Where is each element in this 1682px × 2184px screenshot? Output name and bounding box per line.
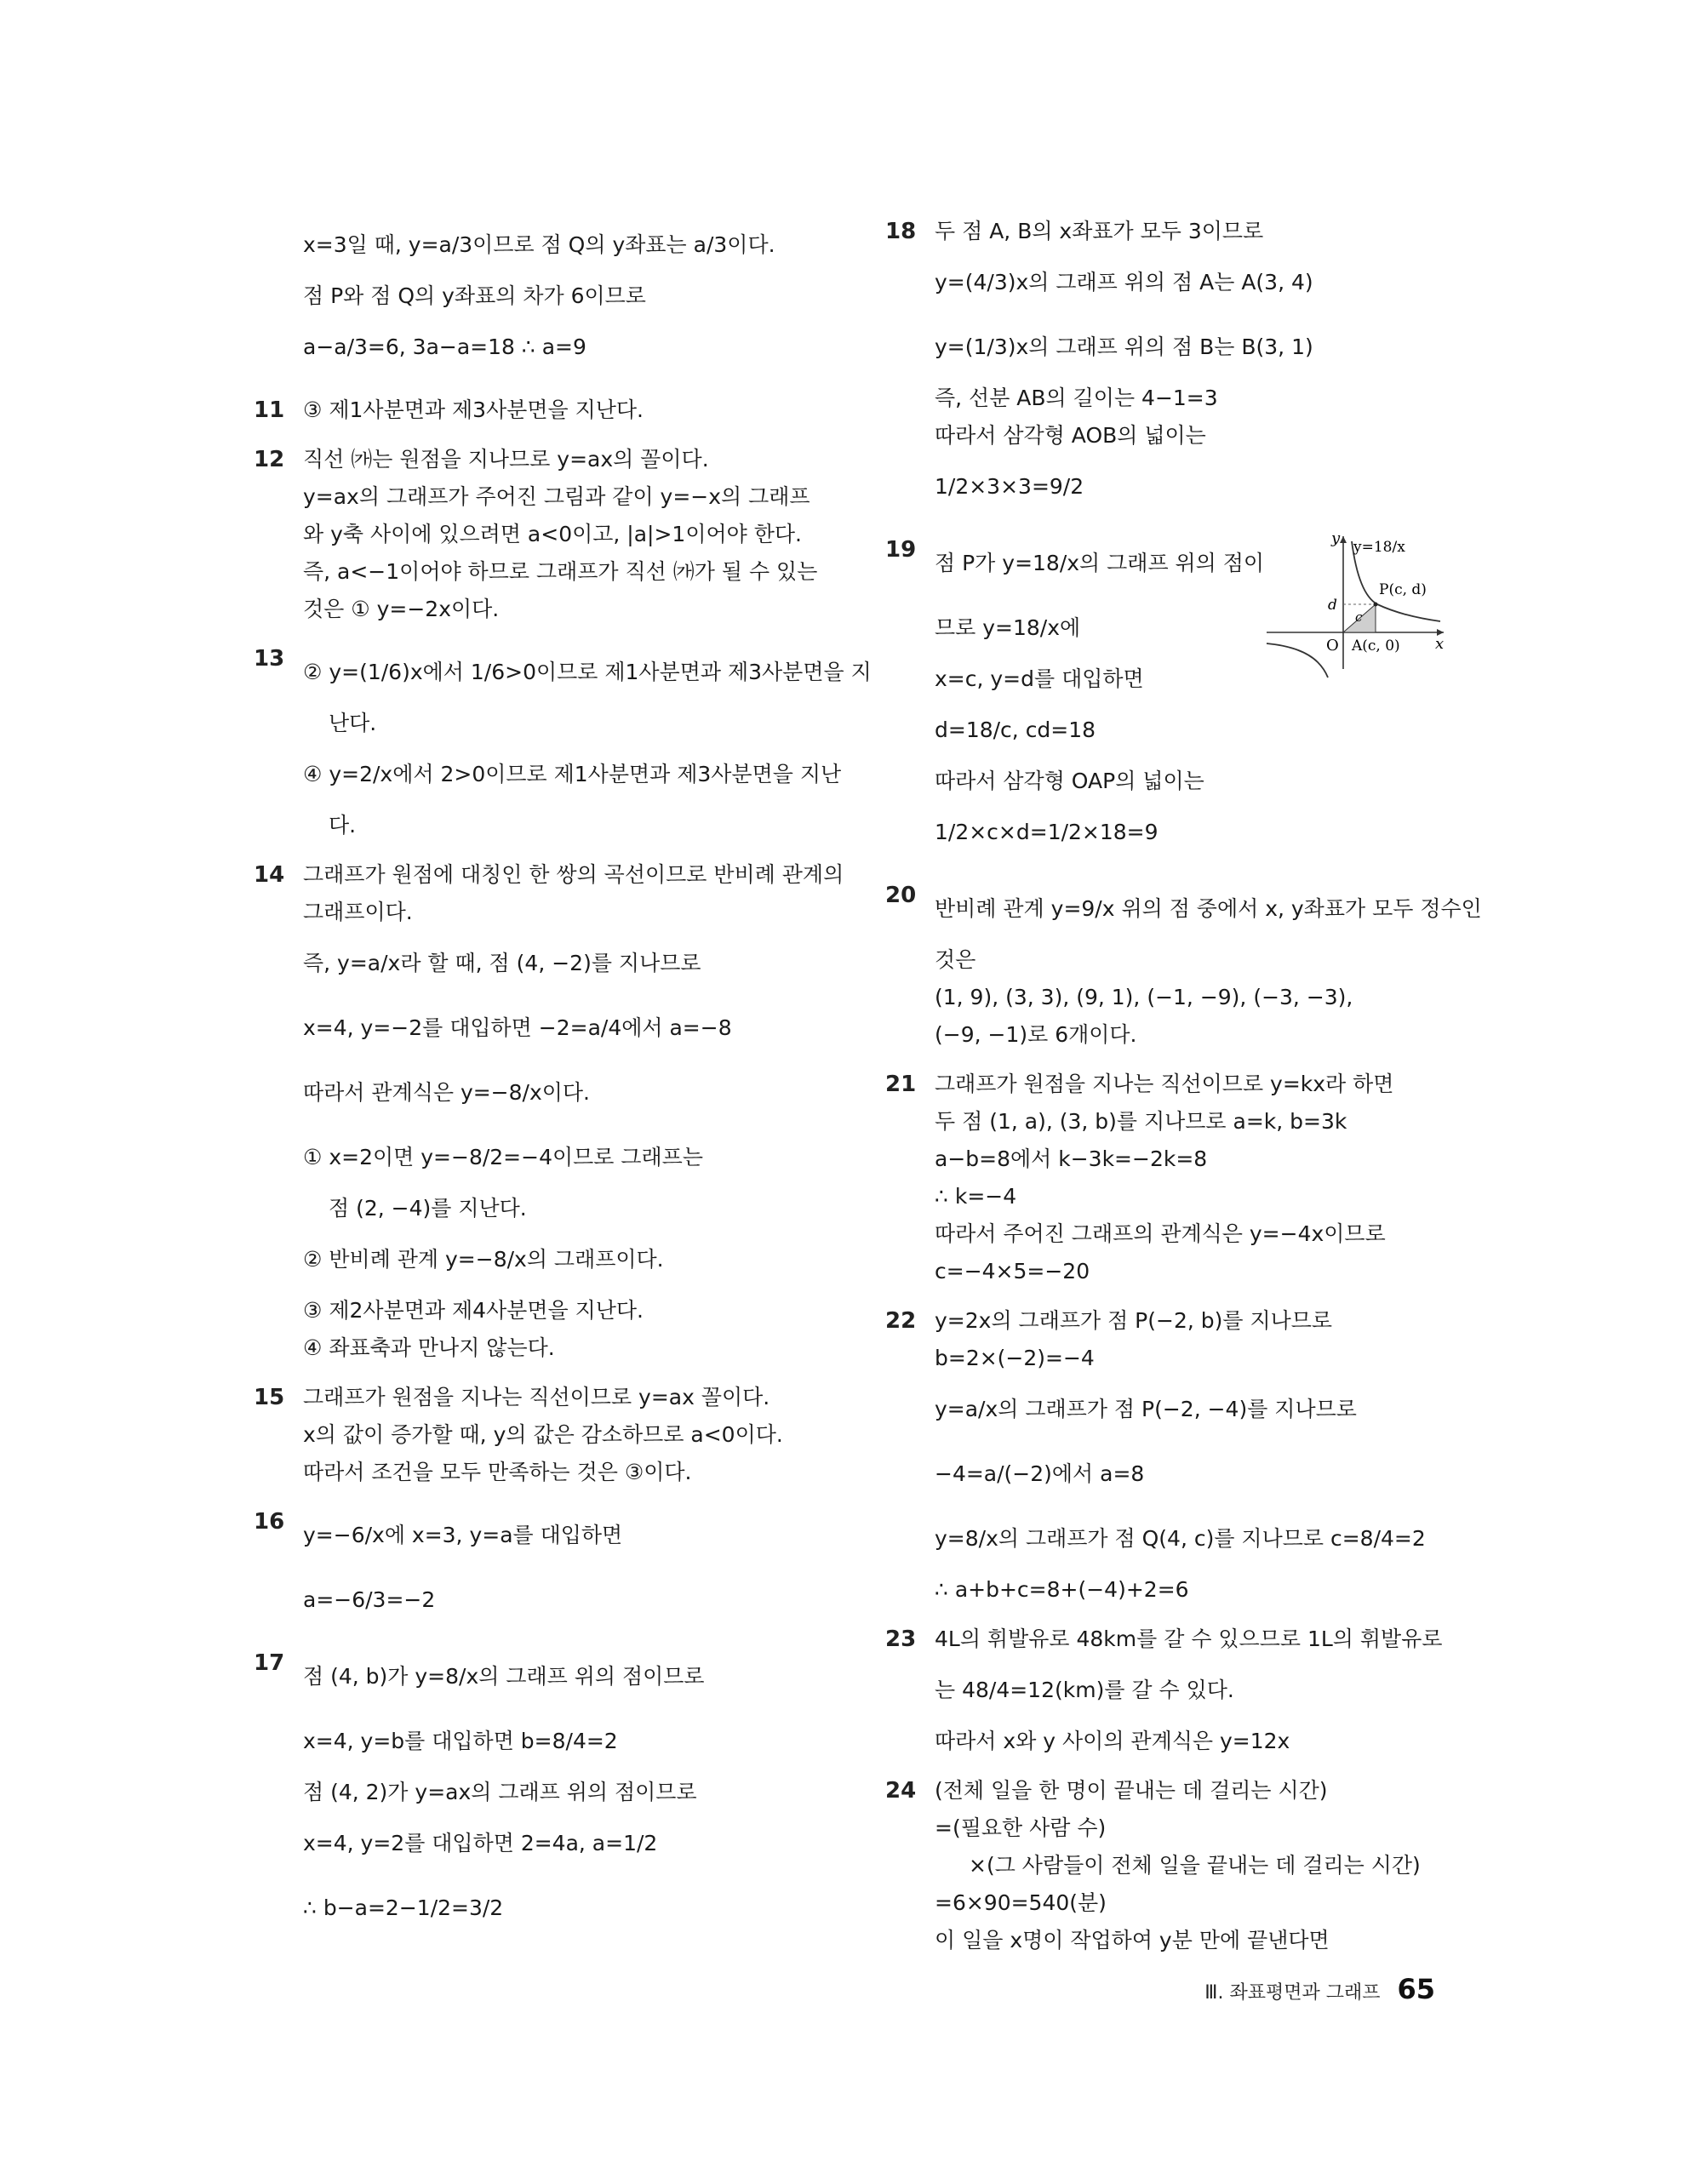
problem-number: 18 [885, 219, 917, 244]
origin-label: O [1326, 637, 1339, 655]
x-axis-label: x [1435, 635, 1445, 653]
solution-line: ③ 제1사분면과 제3사분면을 지난다. [303, 397, 644, 422]
solution-item [885, 213, 1473, 519]
solution-line: 그래프가 원점을 지나는 직선이므로 y=kx라 하면 [935, 1072, 1394, 1096]
solution-item [254, 213, 832, 380]
solution-line: 와 y축 사이에 있으려면 a<0이고, |a|>1이어야 한다. [303, 522, 802, 546]
problem-number: 21 [885, 1072, 917, 1097]
solution-item [885, 1066, 1473, 1290]
solution-line: ∴ a+b+c=8+(−4)+2=6 [935, 1577, 1189, 1602]
solution-line: 그래프이다. [303, 900, 413, 924]
page-footer [1204, 1973, 1435, 2005]
solution-line: ∴ k=−4 [935, 1184, 1017, 1209]
solution-line: y=ax의 그래프가 주어진 그림과 같이 y=−x의 그래프 [303, 484, 810, 509]
solution-line: 는 48/4=12(km)를 갈 수 있다. [935, 1678, 1234, 1702]
solution-line: 점 (4, b)가 y=8/x의 그래프 위의 점이므로 [303, 1664, 705, 1689]
solution-line: 것은 ① y=−2x이다. [303, 597, 500, 621]
solution-line: 즉, a<−1이어야 하므로 그래프가 직선 ㈎가 될 수 있는 [303, 559, 818, 584]
solution-line: 1/2×c×d=1/2×18=9 [935, 820, 1159, 844]
solution-line: 점 P가 y=18/x의 그래프 위의 점이 [935, 551, 1265, 575]
problem-number: 20 [885, 883, 917, 908]
solution-item [885, 1621, 1473, 1760]
solution-line: 4L의 휘발유로 48km를 갈 수 있으므로 1L의 휘발유로 [935, 1627, 1443, 1651]
solution-line: (−9, −1)로 6개이다. [935, 1022, 1137, 1047]
solution-item [254, 392, 832, 429]
solution-line: =(필요한 사람 수) [935, 1815, 1107, 1840]
solution-line: x의 값이 증가할 때, y의 값은 감소하므로 a<0이다. [303, 1422, 783, 1447]
solution-line: 직선 ㈎는 원점을 지나므로 y=ax의 꼴이다. [303, 447, 709, 472]
solution-line: −4=a/(−2)에서 a=8 [935, 1461, 1145, 1486]
solution-line: ∴ b−a=2−1/2=3/2 [303, 1895, 504, 1920]
solution-line: y=8/x의 그래프가 점 Q(4, c)를 지나므로 c=8/4=2 [935, 1526, 1426, 1551]
problem-number: 24 [885, 1778, 917, 1804]
solution-line: 이 일을 x명이 작업하여 y분 만에 끝낸다면 [935, 1928, 1330, 1952]
solution-line: 1/2×3×3=9/2 [935, 474, 1084, 499]
solution-line: 따라서 x와 y 사이의 관계식은 y=12x [935, 1729, 1290, 1753]
problem-number: 14 [254, 862, 285, 888]
problem-number: 23 [885, 1627, 917, 1652]
right-column [885, 213, 1482, 1971]
solution-line: x=4, y=2를 대입하면 2=4a, a=1/2 [303, 1831, 658, 1855]
solution-line: 따라서 조건을 모두 만족하는 것은 ③이다. [303, 1460, 692, 1484]
solution-line: y=(1/3)x의 그래프 위의 점 B는 B(3, 1) [935, 334, 1313, 359]
solution-item [885, 877, 1482, 1054]
solution-line: ③ 제2사분면과 제4사분면을 지난다. [303, 1298, 644, 1323]
solution-line: 즉, y=a/x라 할 때, 점 (4, −2)를 지나므로 [303, 951, 701, 975]
problem-number: 22 [885, 1308, 917, 1334]
point-p-label: P(c, d) [1379, 581, 1427, 598]
problem-number: 15 [254, 1385, 285, 1410]
problem-number: 12 [254, 447, 285, 472]
solution-line: (1, 9), (3, 3), (9, 1), (−1, −9), (−3, −3), [935, 985, 1353, 1009]
solution-line: 점 P와 점 Q의 y좌표의 차가 6이므로 [303, 283, 646, 308]
solution-line: a=−6/3=−2 [303, 1587, 436, 1612]
solution-line: y=−6/x에 x=3, y=a를 대입하면 [303, 1523, 623, 1547]
y-axis-label: y [1331, 529, 1341, 547]
solution-line: 따라서 주어진 그래프의 관계식은 y=−4x이므로 [935, 1221, 1386, 1246]
solution-line: 점 (4, 2)가 y=ax의 그래프 위의 점이므로 [303, 1780, 697, 1804]
section-title: Ⅲ. 좌표평면과 그래프 [1204, 1982, 1381, 2004]
curve-branch-third [1267, 643, 1328, 677]
solution-line: c=−4×5=−20 [935, 1259, 1090, 1284]
solution-line: d=18/c, cd=18 [935, 718, 1096, 742]
solution-line: (전체 일을 한 명이 끝내는 데 걸리는 시간) [935, 1778, 1328, 1803]
solution-item [885, 1302, 1473, 1609]
solution-item [254, 1503, 832, 1632]
solution-item [254, 856, 844, 1367]
solution-line: ④ y=2/x에서 2>0이므로 제1사분면과 제3사분면을 지난 [303, 762, 842, 786]
problem-number: 13 [254, 646, 285, 672]
solution-line: 난다. [329, 711, 377, 735]
problem-number: 16 [254, 1509, 285, 1535]
solution-line: x=4, y=b를 대입하면 b=8/4=2 [303, 1729, 618, 1753]
left-column [254, 213, 872, 1952]
solution-item [254, 1379, 832, 1491]
solution-line: 다. [329, 813, 357, 838]
solution-line: a−a/3=6, 3a−a=18 ∴ a=9 [303, 334, 586, 359]
solution-item [254, 441, 832, 628]
solution-line: 따라서 삼각형 OAP의 넓이는 [935, 769, 1204, 793]
solution-line: 그래프가 원점을 지나는 직선이므로 y=ax 꼴이다. [303, 1385, 770, 1409]
solution-line: x=c, y=d를 대입하면 [935, 666, 1144, 691]
solution-line: ② y=(1/6)x에서 1/6>0이므로 제1사분면과 제3사분면을 지 [303, 660, 872, 684]
solution-line: 것은 [935, 947, 976, 972]
point-p [1374, 603, 1378, 607]
problem-number: 19 [885, 537, 917, 563]
solution-line: 점 (2, −4)를 지난다. [329, 1196, 527, 1221]
solution-item [885, 1772, 1473, 1959]
solution-line: 두 점 (1, a), (3, b)를 지나므로 a=k, b=3k [935, 1109, 1347, 1134]
solution-line: b=2×(−2)=−4 [935, 1346, 1095, 1370]
curve-label: y=18/x [1353, 539, 1405, 556]
solution-line: y=(4/3)x의 그래프 위의 점 A는 A(3, 4) [935, 270, 1313, 294]
point-a-label: A(c, 0) [1352, 637, 1400, 655]
solution-line: 두 점 A, B의 x좌표가 모두 3이므로 [935, 219, 1264, 243]
solution-line: ① x=2이면 y=−8/2=−4이므로 그래프는 [303, 1145, 703, 1169]
solution-line: ×(그 사람들이 전체 일을 끝내는 데 걸리는 시간) [969, 1853, 1421, 1878]
d-label: d [1328, 597, 1337, 614]
solution-item [254, 640, 872, 844]
problem-number: 17 [254, 1650, 285, 1676]
solution-line: x=3일 때, y=a/3이므로 점 Q의 y좌표는 a/3이다. [303, 232, 775, 257]
solution-line: y=2x의 그래프가 점 P(−2, b)를 지나므로 [935, 1308, 1333, 1333]
solution-line: ④ 좌표축과 만나지 않는다. [303, 1335, 555, 1360]
solution-line: x=4, y=−2를 대입하면 −2=a/4에서 a=−8 [303, 1015, 732, 1040]
solution-line: 즉, 선분 AB의 길이는 4−1=3 [935, 386, 1218, 410]
solution-item [254, 1644, 832, 1941]
page-number: 65 [1397, 1973, 1435, 2005]
solution-line: =6×90=540(분) [935, 1890, 1107, 1915]
solution-line: ② 반비례 관계 y=−8/x의 그래프이다. [303, 1247, 664, 1272]
solution-line: y=a/x의 그래프가 점 P(−2, −4)를 지나므로 [935, 1397, 1357, 1421]
c-label: c [1355, 609, 1363, 625]
solution-line: 반비례 관계 y=9/x 위의 점 중에서 x, y좌표가 모두 정수인 [935, 896, 1482, 921]
solution-line: 따라서 관계식은 y=−8/x이다. [303, 1080, 591, 1105]
problem-number: 11 [254, 397, 285, 423]
solution-line: 므로 y=18/x에 [935, 615, 1081, 640]
y-axis-arrow [1340, 536, 1347, 543]
solution-line: a−b=8에서 k−3k=−2k=8 [935, 1146, 1208, 1171]
solution-line: 따라서 삼각형 AOB의 넓이는 [935, 423, 1206, 448]
hyperbola-diagram [1258, 526, 1454, 679]
solution-line: 그래프가 원점에 대칭인 한 쌍의 곡선이므로 반비례 관계의 [303, 862, 844, 887]
